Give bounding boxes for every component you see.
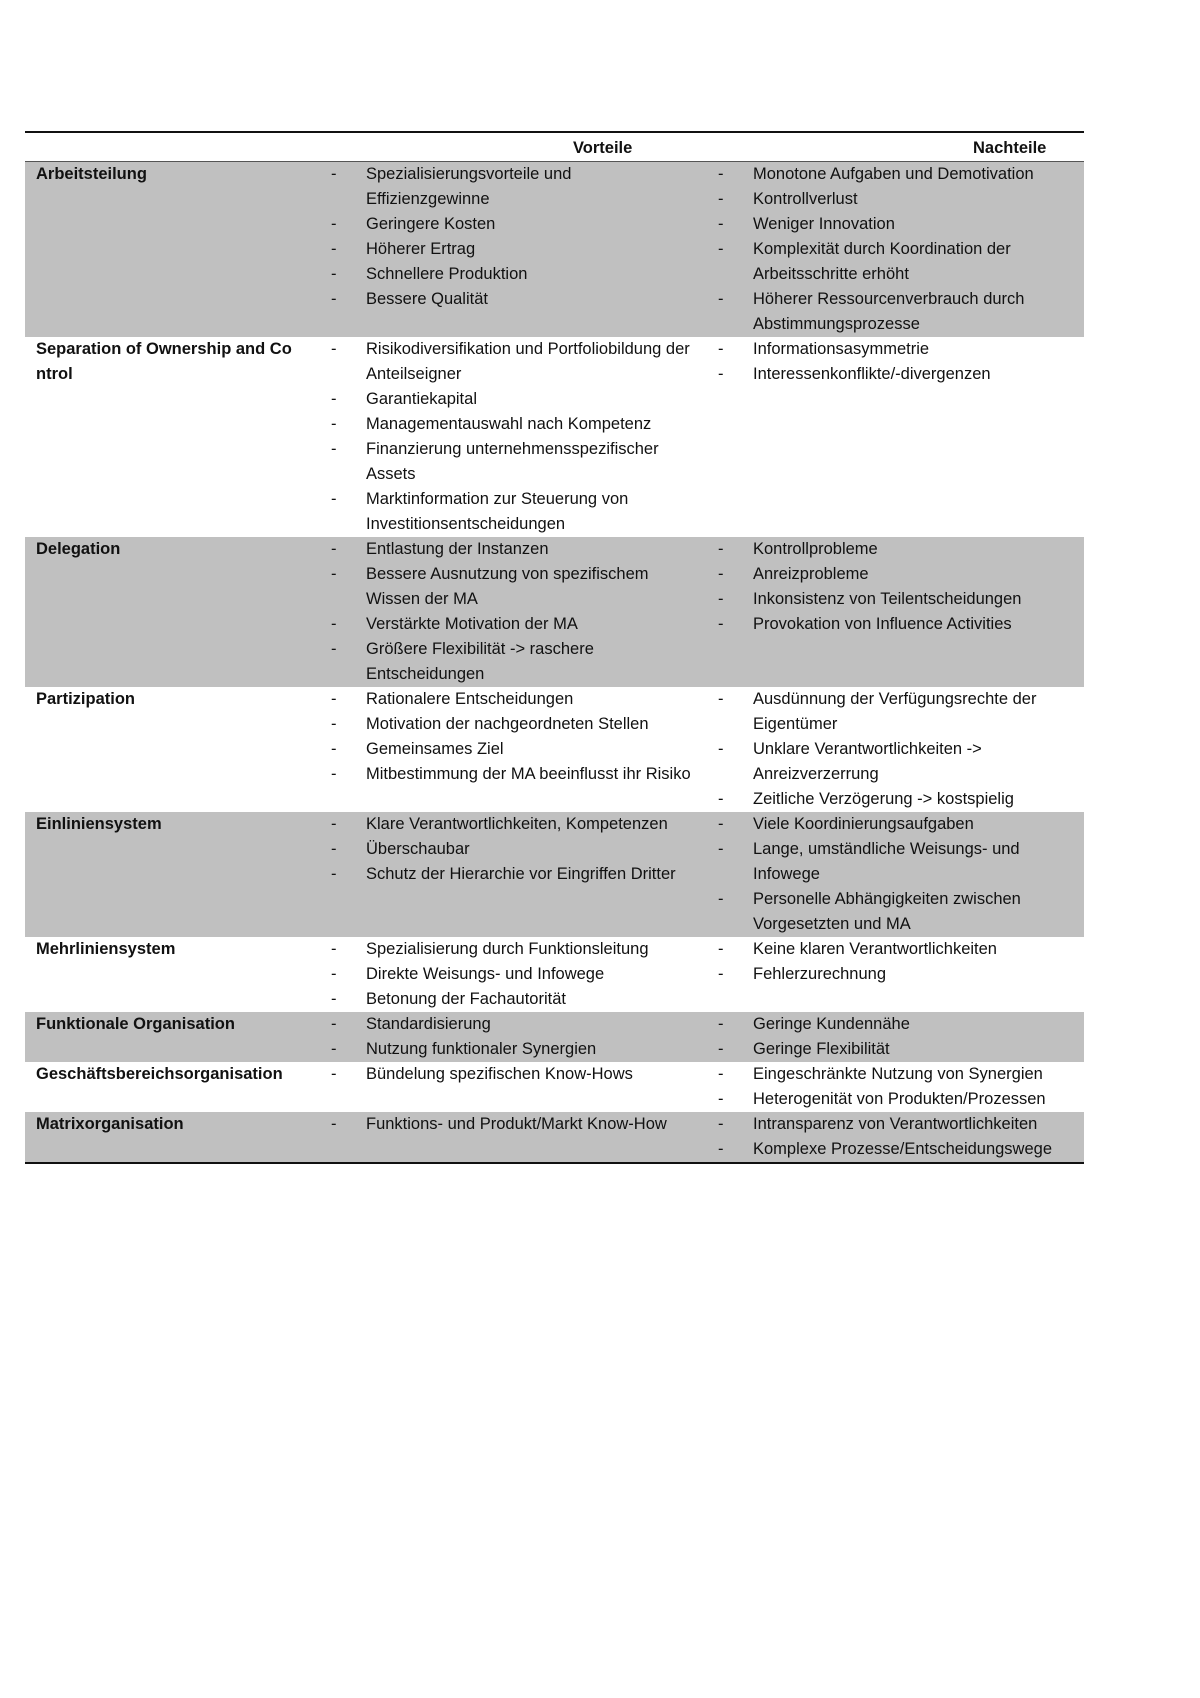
row-topic: Funktionale Organisation — [25, 1012, 311, 1062]
disadvantage-list — [711, 337, 1084, 387]
advantage-item: - Betonung der Fachautorität — [324, 987, 697, 1012]
row-advantages — [311, 1112, 697, 1163]
row-topic: Delegation — [25, 537, 311, 687]
disadvantage-item: - Personelle Abhängigkeiten zwischen Vorgesetzten und MA — [711, 887, 1084, 937]
table-row — [25, 1012, 1084, 1062]
disadvantage-item: - Viele Koordinierungsaufgaben — [711, 812, 1084, 837]
row-disadvantages — [697, 1062, 1084, 1112]
disadvantage-item: - Eingeschränkte Nutzung von Synergien — [711, 1062, 1084, 1087]
disadvantage-list — [711, 937, 1084, 987]
disadvantage-item: - Fehlerzurechnung — [711, 962, 1084, 987]
row-disadvantages — [697, 162, 1084, 338]
advantage-list — [324, 162, 697, 312]
row-topic: Geschäftsbereichsorganisation — [36, 1065, 283, 1083]
advantage-item: - Schnellere Produktion — [324, 262, 697, 287]
advantage-list — [324, 1062, 697, 1087]
row-disadvantages — [697, 537, 1084, 687]
disadvantage-item: - Monotone Aufgaben und Demotivation — [711, 162, 1084, 187]
advantage-item: - Funktions- und Produkt/Markt Know-How — [324, 1112, 697, 1137]
advantage-item: - Klare Verantwortlichkeiten, Kompetenzen — [324, 812, 697, 837]
header-disadvantages: Nachteile — [697, 132, 1084, 162]
disadvantage-list — [711, 1012, 1084, 1062]
table-body — [25, 162, 1084, 1164]
disadvantage-item: - Kontrollprobleme — [711, 537, 1084, 562]
advantage-item: - Überschaubar — [324, 837, 697, 862]
disadvantage-item: - Komplexe Prozesse/Entscheidungswege — [711, 1137, 1084, 1162]
advantage-list — [324, 537, 697, 687]
row-topic: Separation of Ownership and Control — [36, 340, 292, 383]
advantage-item: - Mitbestimmung der MA beeinflusst ihr Risiko — [324, 762, 697, 787]
row-topic: Arbeitsteilung — [25, 162, 311, 338]
disadvantage-list — [711, 162, 1084, 337]
advantage-item: - Standardisierung — [324, 1012, 697, 1037]
row-disadvantages — [697, 687, 1084, 812]
table-row — [25, 812, 1084, 937]
row-topic: Matrixorganisation — [25, 1112, 311, 1163]
disadvantage-item: - Lange, umständliche Weisungs- und Infowege — [711, 837, 1084, 887]
advantage-item: - Managementauswahl nach Kompetenz — [324, 412, 697, 437]
advantage-item: - Risikodiversifikation und Portfoliobildung der Anteilseigner — [324, 337, 697, 387]
row-advantages — [311, 812, 697, 937]
disadvantage-list — [711, 812, 1084, 937]
advantage-item: - Spezialisierung durch Funktionsleitung — [324, 937, 697, 962]
advantage-item: - Finanzierung unternehmensspezifischer Assets — [324, 437, 697, 487]
disadvantage-item: - Komplexität durch Koordination der Arbeitsschritte erhöht — [711, 237, 1084, 287]
advantage-item: - Schutz der Hierarchie vor Eingriffen Dritter — [324, 862, 697, 887]
row-advantages — [311, 537, 697, 687]
header-row — [25, 132, 1084, 162]
row-advantages — [311, 937, 697, 1012]
row-topic: Mehrliniensystem — [36, 940, 176, 958]
advantage-item: - Geringere Kosten — [324, 212, 697, 237]
table-row — [25, 1062, 1084, 1112]
disadvantage-item: - Inkonsistenz von Teilentscheidungen — [711, 587, 1084, 612]
table-row — [25, 162, 1084, 338]
row-disadvantages — [697, 812, 1084, 937]
disadvantage-item: - Informationsasymmetrie — [711, 337, 1084, 362]
advantage-list — [324, 812, 697, 887]
row-advantages — [311, 687, 697, 812]
advantage-item: - Nutzung funktionaler Synergien — [324, 1037, 697, 1062]
disadvantage-list — [711, 687, 1084, 812]
row-disadvantages — [697, 937, 1084, 1012]
header-topic — [25, 132, 311, 162]
advantage-item: - Entlastung der Instanzen — [324, 537, 697, 562]
advantage-item: - Direkte Weisungs- und Infowege — [324, 962, 697, 987]
advantage-list — [324, 687, 697, 787]
advantage-item: - Größere Flexibilität -> raschere Entscheidungen — [324, 637, 697, 687]
advantage-item: - Bessere Ausnutzung von spezifischem Wissen der MA — [324, 562, 697, 612]
row-advantages — [311, 337, 697, 537]
header-advantages: Vorteile — [311, 132, 697, 162]
advantage-item: - Höherer Ertrag — [324, 237, 697, 262]
disadvantage-item: - Anreizprobleme — [711, 562, 1084, 587]
advantage-item: - Garantiekapital — [324, 387, 697, 412]
table-row — [25, 337, 1084, 537]
disadvantage-item: - Ausdünnung der Verfügungsrechte der Eigentümer — [711, 687, 1084, 737]
disadvantage-item: - Kontrollverlust — [711, 187, 1084, 212]
advantage-item: - Bündelung spezifischen Know-Hows — [324, 1062, 697, 1087]
disadvantage-item: - Keine klaren Verantwortlichkeiten — [711, 937, 1084, 962]
table-row — [25, 687, 1084, 812]
disadvantage-item: - Geringe Kundennähe — [711, 1012, 1084, 1037]
comparison-table — [25, 131, 1084, 1164]
row-advantages — [311, 1062, 697, 1112]
advantage-item: - Bessere Qualität — [324, 287, 697, 312]
advantage-item: - Motivation der nachgeordneten Stellen — [324, 712, 697, 737]
row-disadvantages — [697, 1012, 1084, 1062]
table-header — [25, 132, 1084, 162]
advantage-list — [324, 1012, 697, 1062]
table-row — [25, 937, 1084, 1012]
row-advantages — [311, 1012, 697, 1062]
row-advantages — [311, 162, 697, 338]
disadvantage-item: - Höherer Ressourcenverbrauch durch Abstimmungsprozesse — [711, 287, 1084, 337]
disadvantage-list — [711, 1062, 1084, 1112]
disadvantage-item: - Geringe Flexibilität — [711, 1037, 1084, 1062]
disadvantage-list — [711, 537, 1084, 637]
row-disadvantages — [697, 1112, 1084, 1163]
advantage-list — [324, 1112, 697, 1137]
disadvantage-item: - Provokation von Influence Activities — [711, 612, 1084, 637]
row-topic: Einliniensystem — [25, 812, 311, 937]
table-row — [25, 1112, 1084, 1163]
advantage-item: - Gemeinsames Ziel — [324, 737, 697, 762]
advantage-list — [324, 337, 697, 537]
advantage-item: - Marktinformation zur Steuerung von Investitionsentscheidungen — [324, 487, 697, 537]
advantage-item: - Spezialisierungsvorteile und Effizienzgewinne — [324, 162, 697, 212]
advantage-item: - Rationalere Entscheidungen — [324, 687, 697, 712]
disadvantage-item: - Interessenkonflikte/-divergenzen — [711, 362, 1084, 387]
disadvantage-item: - Zeitliche Verzögerung -> kostspielig — [711, 787, 1084, 812]
row-topic: Partizipation — [36, 690, 136, 708]
disadvantage-item: - Heterogenität von Produkten/Prozessen — [711, 1087, 1084, 1112]
disadvantage-item: - Unklare Verantwortlichkeiten -> Anreizverzerrung — [711, 737, 1084, 787]
row-disadvantages — [697, 337, 1084, 537]
disadvantage-item: - Intransparenz von Verantwortlichkeiten — [711, 1112, 1084, 1137]
advantage-list — [324, 937, 697, 1012]
table-row — [25, 537, 1084, 687]
advantage-item: - Verstärkte Motivation der MA — [324, 612, 697, 637]
disadvantage-item: - Weniger Innovation — [711, 212, 1084, 237]
disadvantage-list — [711, 1112, 1084, 1162]
